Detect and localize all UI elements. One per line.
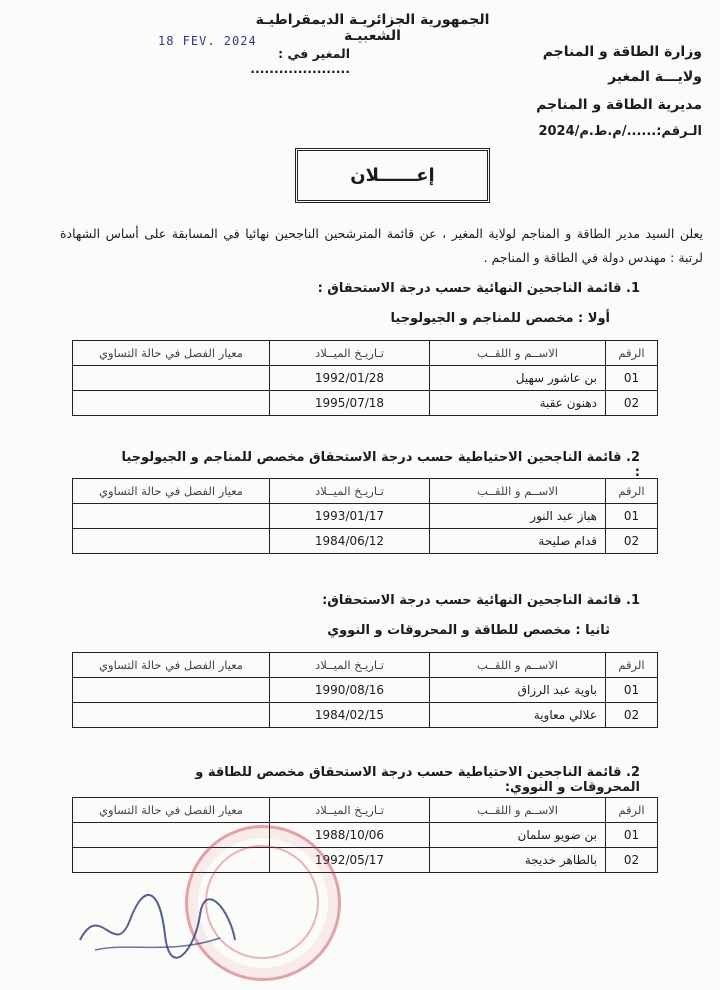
section-subheading: أولا : مخصص للمناجم و الجيولوجيا [390,311,610,326]
table-header-row [73,798,658,823]
section-subheading: ثانيا : مخصص للطاقة و المحروقات و النووي [327,623,610,638]
table-reserve-energy [72,797,658,873]
row-birthdate: 1992/05/17 [270,848,430,873]
row-name: دهنون عقبة [430,391,606,416]
table-row [73,823,658,848]
directorate: مديرية الطاقة و المناجم [536,97,702,113]
row-criterion [73,504,270,529]
header-birthdate: تـاريـخ الميــلاد [270,798,430,823]
received-date-stamp: 18 FEV. 2024 [158,34,257,48]
section-heading: 2. قائمة الناجحين الاحتياطية حسب درجة الاستحقاق مخصص للمناجم و الجيولوجيا : [121,450,640,480]
row-birthdate: 1993/01/17 [270,504,430,529]
table-header-row [73,479,658,504]
section-heading: 1. قائمة الناجحين النهائية حسب درجة الاستحقاق : [317,281,640,296]
row-name: بالطاهر خديجة [430,848,606,873]
row-number: 01 [606,823,658,848]
row-number: 02 [606,703,658,728]
table-row [73,366,658,391]
row-name: باوية عبد الرزاق [430,678,606,703]
header-criterion: معيار الفصل في حالة التساوي [73,479,270,504]
row-number: 02 [606,848,658,873]
table-final-energy [72,652,658,728]
header-name: الاســم و اللقــب [430,653,606,678]
table-row [73,848,658,873]
wilaya: ولايـــة المغير [608,69,702,85]
announcement-title: إعــــــلان [295,148,490,203]
row-number: 02 [606,529,658,554]
row-criterion [73,391,270,416]
row-number: 01 [606,504,658,529]
header-number: الرقم [606,653,658,678]
row-birthdate: 1990/08/16 [270,678,430,703]
header-criterion: معيار الفصل في حالة التساوي [73,798,270,823]
row-birthdate: 1984/06/12 [270,529,430,554]
row-number: 01 [606,678,658,703]
row-birthdate: 1984/02/15 [270,703,430,728]
header-birthdate: تـاريـخ الميــلاد [270,341,430,366]
republic-header: الجمهورية الجزائريـة الديمقراطيـة الشعبيـة [255,12,490,44]
row-name: هباز عبد النور [430,504,606,529]
row-criterion [73,366,270,391]
intro-paragraph: يعلن السيد مدير الطاقة و المناجم لولاية المغير ، عن قائمة المترشحين الناجحين نهائيا في المسابقة على أساس الشهادة لرتبة : مهندس دولة في الطاقة و المناجم . [60,226,703,265]
header-number: الرقم [606,341,658,366]
row-name: قدام صليحة [430,529,606,554]
header-name: الاســم و اللقــب [430,798,606,823]
header-criterion: معيار الفصل في حالة التساوي [73,341,270,366]
place-date: المغير في : ..................... [250,46,350,76]
table-final-mines [72,340,658,416]
table-row [73,529,658,554]
header-number: الرقم [606,798,658,823]
header-name: الاســم و اللقــب [430,479,606,504]
header-birthdate: تـاريـخ الميــلاد [270,653,430,678]
row-name: علالي معاوية [430,703,606,728]
row-birthdate: 1992/01/28 [270,366,430,391]
signature [70,880,240,970]
table-header-row [73,341,658,366]
row-criterion [73,703,270,728]
header-number: الرقم [606,479,658,504]
header-name: الاســم و اللقــب [430,341,606,366]
row-criterion [73,678,270,703]
table-reserve-mines [72,478,658,554]
header-birthdate: تـاريـخ الميــلاد [270,479,430,504]
row-number: 01 [606,366,658,391]
row-number: 02 [606,391,658,416]
ministry: وزارة الطاقة و المناجم [542,44,702,60]
table-row [73,703,658,728]
table-header-row [73,653,658,678]
row-birthdate: 1988/10/06 [270,823,430,848]
row-name: بن ضويو سلمان [430,823,606,848]
section-heading: 1. قائمة الناجحين النهائية حسب درجة الاستحقاق: [322,593,640,608]
table-row [73,678,658,703]
row-birthdate: 1995/07/18 [270,391,430,416]
section-heading: 2. قائمة الناجحين الاحتياطية حسب درجة الاستحقاق مخصص للطاقة و المحروقات و النووي: [195,765,640,795]
row-criterion [73,529,270,554]
reference-number: الـرقم:....../م.ط.م/2024 [538,124,702,139]
row-name: بن عاشور سهيل [430,366,606,391]
table-row [73,504,658,529]
header-criterion: معيار الفصل في حالة التساوي [73,653,270,678]
table-row [73,391,658,416]
